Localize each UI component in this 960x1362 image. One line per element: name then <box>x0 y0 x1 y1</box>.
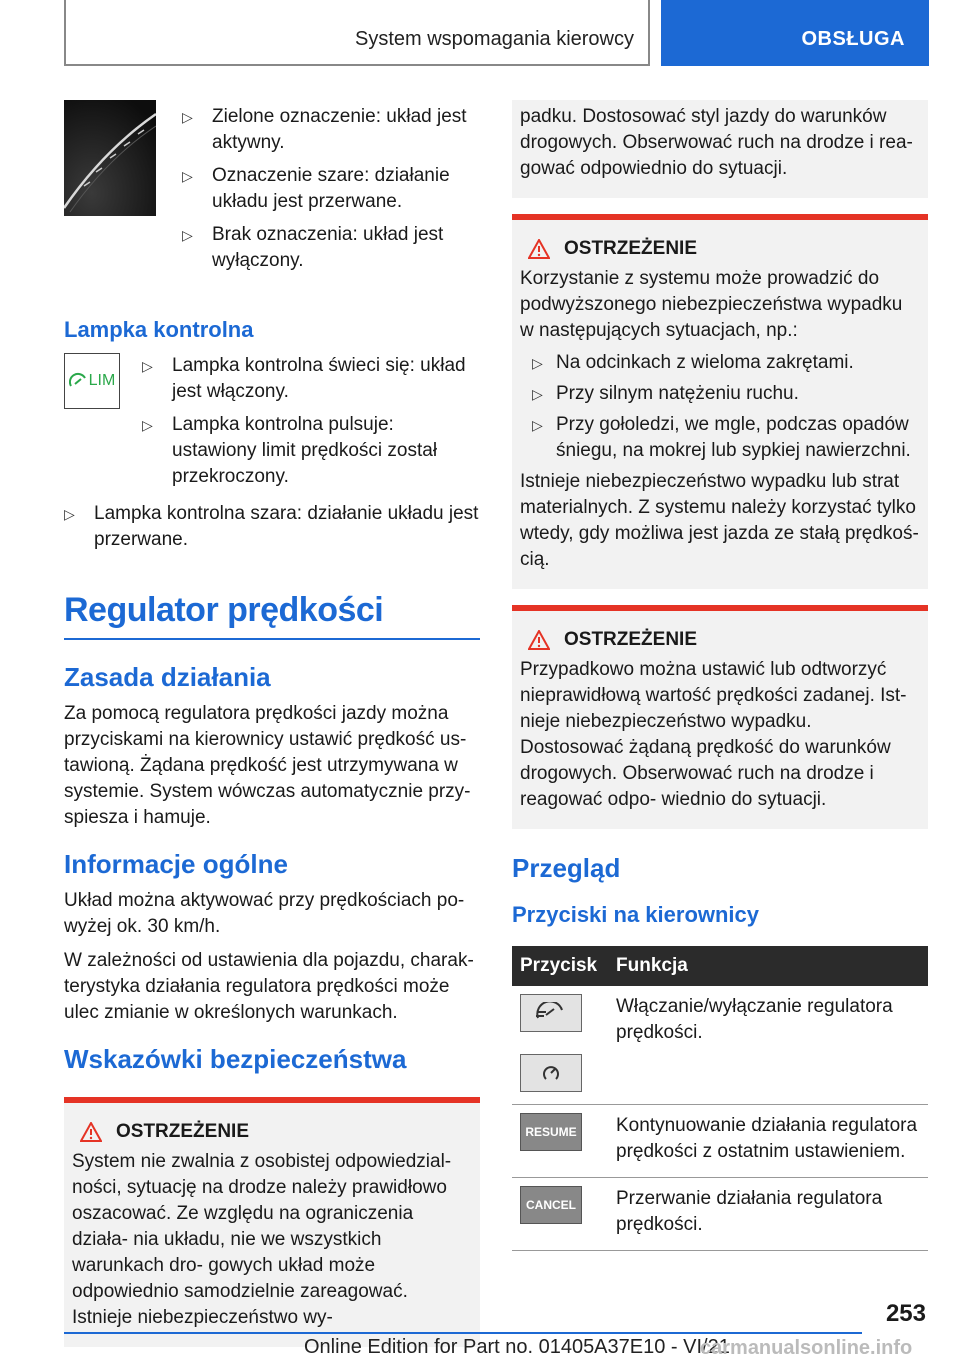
warning-box-3 <box>512 605 928 829</box>
triangle-bullet-icon: ▷ <box>182 168 193 184</box>
list-item: ▷ Lampka kontrolna pulsuje: ustawiony limit prędkości został przekroczony. <box>142 414 438 487</box>
list-item: ▷ Brak oznaczenia: układ jest wyłączony. <box>182 224 444 271</box>
indicator-list <box>182 100 480 281</box>
warning-intro: Korzystanie z systemu może prowadzić do podwyższonego niebezpieczeństwa wypadku w następujących sytuacjach, np.: <box>520 268 903 341</box>
warning-outro: Istnieje niebezpieczeństwo wypadku lub strat materialnych. Z systemu należy korzystać tylko wtedy, gdy możliwa jest jazda ze stałą prędkoś- cią. <box>520 471 919 570</box>
lamp-heading: Lampka kontrolna <box>64 317 254 342</box>
triangle-bullet-icon: ▷ <box>64 506 75 522</box>
warning-title: OSTRZEŻENIE <box>528 629 920 651</box>
general-paragraph-1: Układ można aktywować przy prędkościach po- wyżej ok. 30 km/h. <box>64 890 465 937</box>
overview-heading: Przegląd <box>512 853 621 883</box>
safety-heading: Wskazówki bezpieczeństwa <box>64 1044 407 1074</box>
function-cell: Włączanie/wyłączanie regulatora prędkości. <box>608 986 928 1105</box>
left-column <box>64 100 480 1347</box>
buttons-heading: Przyciski na kierownicy <box>512 902 760 927</box>
indicator-block <box>64 100 480 281</box>
section-title: System wspomagania kierowcy <box>355 28 634 50</box>
general-paragraph-2: W zależności od ustawienia dla pojazdu, charak- terystyka działania regulatora prędkości może ulec zmianie w określonych warunkach. <box>64 950 474 1023</box>
cruise-control-on-off-icon <box>520 994 582 1032</box>
column-header-function: Funkcja <box>608 946 928 986</box>
list-item: ▷ Lampka kontrolna świeci się: układ jest włączony. <box>142 355 466 402</box>
warning-text: padku. Dostosować styl jazdy do warunków drogowych. Obserwować ruch na drodze i rea- gować odpowiednio do sytuacji. <box>520 106 913 179</box>
lim-lamp-icon <box>64 353 120 409</box>
lamp-gray-list <box>64 501 480 553</box>
button-cell <box>512 1178 608 1251</box>
page-header <box>64 0 929 66</box>
table-row <box>512 1178 928 1251</box>
cruise-control-dial-icon <box>520 1054 582 1092</box>
lamp-block <box>64 353 480 497</box>
warning-text: System nie zwalnia z osobistej odpowiedzial- ności, sytuację na drodze należy prawidłowo oszacować. Ze względu na ograniczenia działa- nia układu, nie we wszystkich warunkach dro- gowych układ może odpowiednio samodzielnie zareagować. Istnieje niebezpieczeństwo wy- <box>72 1151 452 1328</box>
warning-title: OSTRZEŻENIE <box>80 1121 472 1143</box>
warning-triangle-icon <box>528 630 550 650</box>
footer-divider <box>64 1332 862 1334</box>
warning-triangle-icon <box>528 239 550 259</box>
warning-box-2 <box>512 214 928 589</box>
list-item: ▷ Przy silnym natężeniu ruchu. <box>520 381 920 407</box>
section-tab <box>64 0 650 66</box>
triangle-bullet-icon: ▷ <box>142 417 153 433</box>
footer-edition: Online Edition for Part no. 01405A37E10 - VI/21 <box>304 1336 730 1358</box>
list-item: ▷ Lampka kontrolna szara: działanie układu jest przerwane. <box>64 503 479 550</box>
warning-title: OSTRZEŻENIE <box>528 238 920 260</box>
lamp-list <box>142 353 480 497</box>
table-row <box>512 1105 928 1178</box>
watermark: carmanualsonline.info <box>700 1337 913 1359</box>
lim-lamp-label: LIM <box>88 372 116 389</box>
list-item: ▷ Przy gołoledzi, we mgle, podczas opadów śniegu, na mokrej lub sypkiej nawierzchni. <box>532 414 911 461</box>
chapter-tab <box>661 0 929 66</box>
main-heading: Regulator prędkości <box>64 591 480 640</box>
right-column <box>512 100 928 1251</box>
button-cell <box>512 1105 608 1178</box>
warning-box-1 <box>64 1097 480 1347</box>
general-heading: Informacje ogólne <box>64 849 288 879</box>
table-header-row <box>512 946 928 986</box>
resume-button-icon: RESUME <box>520 1113 582 1151</box>
function-cell: Kontynuowanie działania regulatora prędkości z ostatnim ustawieniem. <box>608 1105 928 1178</box>
triangle-bullet-icon: ▷ <box>532 386 543 402</box>
triangle-bullet-icon: ▷ <box>532 355 543 371</box>
speedometer-image <box>64 100 156 216</box>
button-cell <box>512 986 608 1105</box>
triangle-bullet-icon: ▷ <box>532 417 543 433</box>
list-item: ▷ Oznaczenie szare: działanie układu jest przerwane. <box>182 165 450 212</box>
warning-box-1-continued <box>512 100 928 198</box>
buttons-table <box>512 946 928 1251</box>
warning-text: Przypadkowo można ustawić lub odtworzyć nieprawidłową wartość prędkości zadanej. Ist- nieje niebezpieczeństwo wypadku. Dostosować żądaną prędkość do warunków drogowych. Obserwować ruch na drodze i reagować odpo- wiednio do sytuacji. <box>520 659 907 810</box>
triangle-bullet-icon: ▷ <box>142 358 153 374</box>
warning-list <box>520 350 920 464</box>
triangle-bullet-icon: ▷ <box>182 109 193 125</box>
column-header-button: Przycisk <box>512 946 608 986</box>
triangle-bullet-icon: ▷ <box>182 227 193 243</box>
chapter-title: OBSŁUGA <box>801 28 905 50</box>
warning-triangle-icon <box>80 1122 102 1142</box>
page-number: 253 <box>885 1300 926 1327</box>
principle-text: Za pomocą regulatora prędkości jazdy można przyciskami na kierownicy ustawić prędkość us- tawioną. Żądana prędkość jest utrzymywana w systemie. System wówczas automatycznie przy- spiesza i hamuje. <box>64 703 471 828</box>
principle-heading: Zasada działania <box>64 662 271 692</box>
function-cell: Przerwanie działania regulatora prędkości. <box>608 1178 928 1251</box>
cancel-button-icon: CANCEL <box>520 1186 582 1224</box>
list-item: ▷ Na odcinkach z wieloma zakrętami. <box>520 350 920 376</box>
list-item: ▷ Zielone oznaczenie: układ jest aktywny. <box>182 106 467 153</box>
table-row <box>512 986 928 1105</box>
